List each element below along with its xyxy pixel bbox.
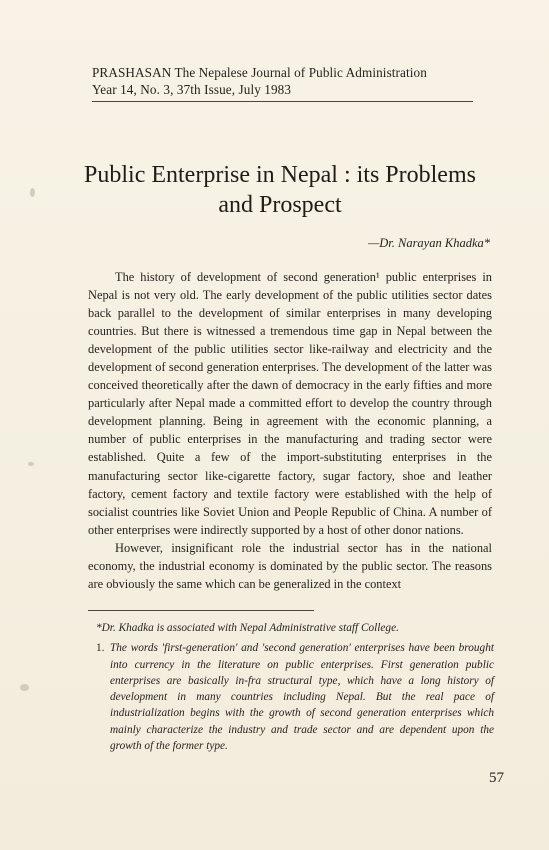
- journal-header-line1: PRASHASAN The Nepalese Journal of Public Administration: [92, 65, 427, 80]
- paper-speck: [30, 188, 35, 197]
- article-author: —Dr. Narayan Khadka*: [368, 236, 490, 250]
- article-title: [60, 160, 500, 220]
- footnote-divider: [88, 610, 314, 611]
- footnote-1-number: 1.: [96, 642, 105, 655]
- body-paragraph-2: However, insignificant role the industrial sector has in the national economy, the industrial economy is dominated by the public sector. The reasons are obviously the same which can be generalized in the context: [88, 540, 492, 591]
- article-body: [88, 268, 492, 593]
- paper-speck: [20, 684, 29, 691]
- journal-header: [92, 64, 472, 98]
- paper-speck: [28, 462, 34, 466]
- header-divider: [92, 101, 473, 102]
- footnote-1-text: The words 'first-generation' and 'second generation' enterprises have been brought into currency in the literature on public enterprises. First generation public enterprises are basically in-fra structural type, which have a long history of development in many countries including Nepal. But the real pace of industrialization begins with the growth of second generation enterprises which mainly characterize the industry and trade sector and are dependent upon the growth of the former type.: [110, 642, 494, 753]
- footnote-author-note: *Dr. Khadka is associated with Nepal Administrative staff College.: [96, 622, 399, 634]
- footnote-1: [96, 640, 494, 754]
- article-title-line2: and Prospect: [218, 192, 342, 218]
- article-title-line1: Public Enterprise in Nepal : its Problems: [84, 162, 476, 188]
- footnotes: [96, 620, 494, 754]
- body-paragraph-1: The history of development of second generation¹ public enterprises in Nepal is not very old. The early development of the public utilities sector dates back parallel to the development of similar enterprises in many developing countries. But there is witnessed a tremendous time gap in Nepal between the development of the public utilities sector like-railway and electricity and the development of second generation enterprises. The development of the latter was conceived theoretically after the dawn of democracy in the early fifties and more particularly after Nepal made a committed effort to develop the country through development planning. Being in agreement with the economic planning, a number of public enterprises in the manufacturing and trading sector were established. Quite a few of the import-substituting enterprises in the manufacturing sector like-cigarette factory, sugar factory, shoe and leather factory, cement factory and textile factory were established with the help of socialist countries like Soviet Union and People Republic of China. A number of other enterprises were indirectly supported by a host of other donor nations.: [88, 270, 492, 537]
- journal-header-line2: Year 14, No. 3, 37th Issue, July 1983: [92, 82, 292, 97]
- page-number: 57: [489, 770, 504, 786]
